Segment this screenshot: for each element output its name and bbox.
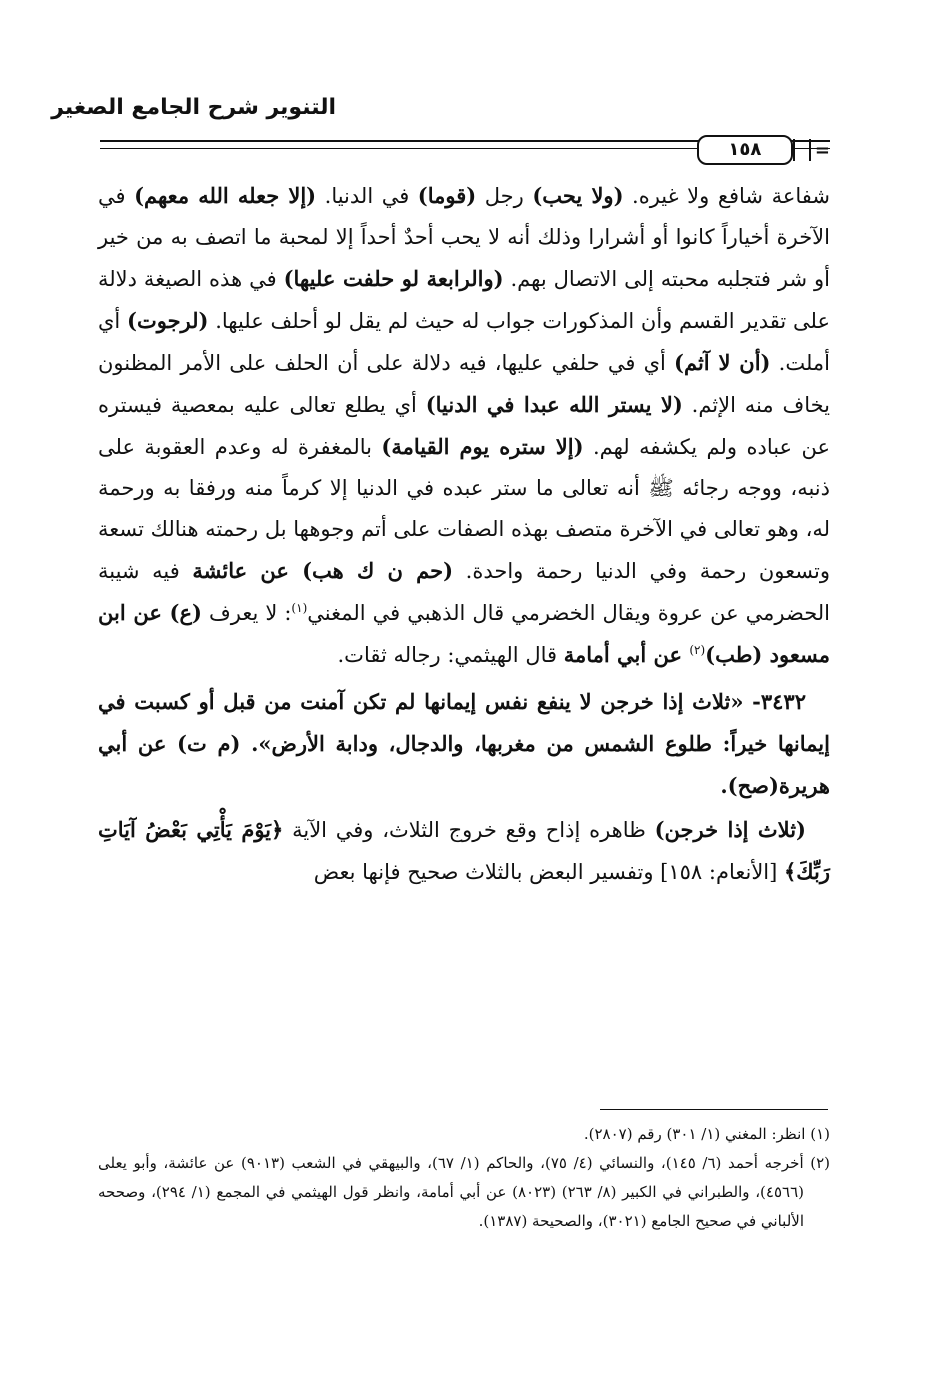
text-seg: رجل bbox=[476, 184, 533, 208]
quote-seg: (أن لا آثم) bbox=[674, 350, 771, 375]
quote-seg: (ولا يحب) bbox=[532, 183, 624, 208]
text-seg: شفاعة شافع ولا غيره. bbox=[623, 184, 830, 208]
source-seg: (ع) عن ابن مسعود (طب) bbox=[98, 600, 830, 667]
footnote-separator bbox=[600, 1109, 828, 1110]
hadith-entry bbox=[98, 681, 830, 807]
quote-seg: (لرجوت) bbox=[127, 308, 209, 333]
source-seg: (حم ن ك هب) عن عائشة bbox=[192, 558, 454, 583]
running-header-title: التنوير شرح الجامع الصغير bbox=[51, 95, 336, 120]
commentary-paragraph bbox=[98, 809, 830, 893]
quote-seg: (والرابعة لو حلفت عليها) bbox=[283, 266, 504, 291]
page-number-ornament bbox=[697, 135, 830, 165]
footnote-1: (١) انظر: المغني (١/ ٣٠١) رقم (٢٨٠٧). bbox=[583, 1125, 830, 1143]
text-seg: قال الهيثمي: رجاله ثقات. bbox=[337, 643, 564, 667]
quote-seg: (إلا ستره يوم القيامة) bbox=[381, 434, 584, 459]
text-seg: ظاهره إذاح وقع خروج الثلاث، وفي الآية bbox=[283, 818, 655, 842]
text-seg: بالمغفرة له وعدم العقوبة على ذنبه، ووجه رجائه ﷺ أنه تعالى ما ستر عبده في الدنيا إلا كرماً منه ورفقا به ورحمة له، وهو تعالى في الآخرة متصف بهذه الصفات على أتم وجوهها بل رحمته هنالك تسعة وتسعون رحمة وفي الدنيا رحمة واحدة. bbox=[98, 435, 830, 583]
text-seg: أي أملت. bbox=[98, 309, 830, 375]
text-seg: أي يطلع تعالى عليه بمعصية فيستره عن عباده ولم يكشفه لهم. bbox=[98, 393, 830, 459]
page-number-eq: = bbox=[814, 139, 830, 161]
page-number: ١٥٨ bbox=[697, 135, 793, 165]
source-seg: عن أبي أمامة bbox=[563, 642, 690, 667]
quote-seg: (قوما) bbox=[417, 183, 477, 208]
text-seg: : لا يعرف bbox=[201, 601, 292, 625]
commentary-paragraph bbox=[98, 175, 830, 676]
text-seg: في الدنيا. bbox=[316, 184, 418, 208]
text-seg: في هذه الصيغة دلالة على تقدير القسم وأن المذكورات جواب له حيث لم يقل لو أحلف عليها. bbox=[98, 267, 830, 333]
quote-seg: (ثلاث إذا خرجن) bbox=[654, 817, 806, 842]
footnote-ref[interactable]: (١) bbox=[291, 601, 308, 615]
text-seg: فيه شيبة الحضرمي عن عروة ويقال الخضرمي قال الذهبي في المغني bbox=[98, 559, 830, 625]
footnotes bbox=[98, 1120, 830, 1236]
text-seg: أي في حلفي عليها، فيه دلالة على أن الحلف على الأمر المظنون يخاف منه الإثم. bbox=[98, 351, 831, 417]
quote-seg: (إلا جعله الله معهم) bbox=[134, 183, 317, 208]
quran-verse: ﴿يَوْمَ يَأْتِي بَعْضُ آيَاتِ رَبِّكَ﴾ bbox=[98, 817, 830, 884]
hadith-text: ٣٤٣٢- «ثلاث إذا خرجن لا ينفع نفس إيمانها لم تكن آمنت من قبل أو كسبت في إيمانها خيراً: طلوع الشمس من مغربها، والدجال، ودابة الأرض». (م ت) عن أبي هريرة(صح). bbox=[98, 689, 830, 798]
footnote-ref[interactable]: (٢) bbox=[689, 643, 706, 657]
text-seg: [الأنعام: ١٥٨] وتفسير البعض بالثلاث صحيح فإنها بعض bbox=[313, 860, 784, 884]
quote-seg: (لا يستر الله عبدا في الدنيا) bbox=[425, 392, 683, 417]
main-text bbox=[98, 175, 830, 893]
footnote-2: (٢) أخرجه أحمد (٦/ ١٤٥)، والنسائي (٤/ ٧٥)، والحاكم (١/ ٦٧)، والبيهقي في الشعب (٩٠١٣) عن عائشة، وأبو يعلى (٤٥٦٦)، والطبراني في الكبير (٨/ ٢٦٣) (٨٠٢٣) عن أبي أمامة، وانظر قول الهيثمي في المجمع (١/ ٢٩٤)، وصححه الألباني في صحيح الجامع (٣٠٢١)، والصحيحة (١٣٨٧). bbox=[98, 1154, 831, 1230]
text-seg: في الآخرة أخياراً كانوا أو أشرارا وذلك أنه لا يحب أحدٌ أحداً إلا لمحبة ما اتصف به من خير أو شر فتجلبه محبته إلى الاتصال بهم. bbox=[98, 184, 830, 291]
page-number-bars bbox=[793, 139, 811, 161]
